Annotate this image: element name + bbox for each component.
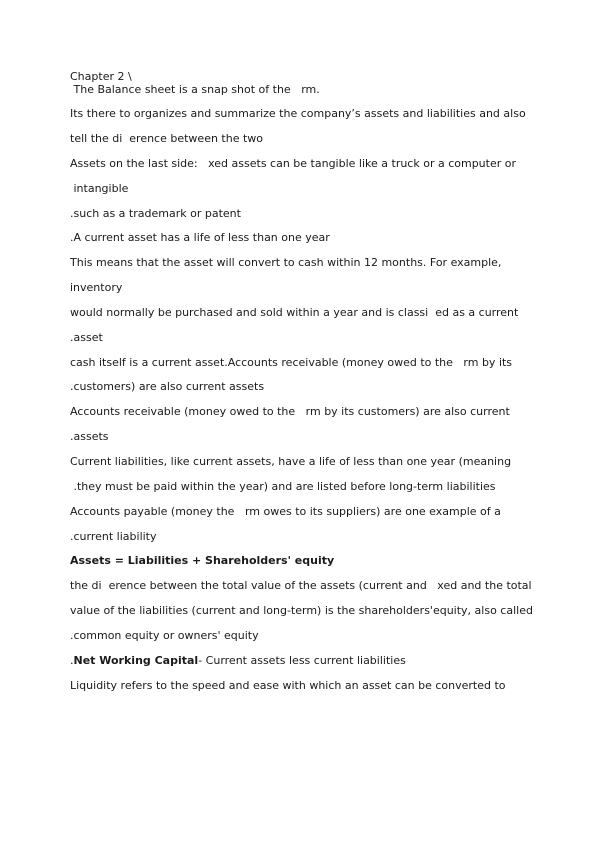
nwc-term: Net Working Capital: [73, 654, 199, 667]
nwc-definition: - Current assets less current liabilities: [198, 654, 406, 667]
text-line: .current liability: [70, 530, 157, 543]
text-line: Accounts payable (money the rm owes to its suppliers) are one example of a: [70, 505, 501, 518]
text-line: The Balance sheet is a snap shot of the rm.: [70, 83, 320, 96]
text-line: .assets: [70, 430, 109, 443]
text-line: .asset: [70, 331, 103, 344]
text-line: Current liabilities, like current assets, have a life of less than one year (meaning: [70, 455, 512, 468]
text-line: cash itself is a current asset.Accounts receivable (money owed to the rm by its: [70, 356, 513, 369]
text-line: value of the liabilities (current and long-term) is the shareholders'equity, also called: [70, 604, 533, 617]
text-line: .customers) are also current assets: [70, 380, 265, 393]
text-line: Assets on the last side: xed assets can be tangible like a truck or a computer or: [70, 157, 517, 170]
text-line: inventory: [70, 281, 123, 294]
net-working-capital-line: [70, 654, 406, 667]
text-line: Accounts receivable (money owed to the rm by its customers) are also current: [70, 405, 510, 418]
text-line: the di erence between the total value of the assets (current and xed and the total: [70, 579, 532, 592]
text-line: .A current asset has a life of less than one year: [70, 231, 330, 244]
text-line: Its there to organizes and summarize the company’s assets and liabilities and also: [70, 107, 526, 120]
text-line: intangible: [70, 182, 129, 195]
text-line: .such as a trademark or patent: [70, 207, 241, 220]
chapter-heading: Chapter 2 \: [70, 70, 132, 83]
text-line: Liquidity refers to the speed and ease with which an asset can be converted to: [70, 679, 506, 692]
text-line: This means that the asset will convert to cash within 12 months. For example,: [70, 256, 502, 269]
text-line: .they must be paid within the year) and are listed before long-term liabilities: [70, 480, 496, 493]
text-line: .common equity or owners' equity: [70, 629, 259, 642]
equation-heading: Assets = Liabilities + Shareholders' equity: [70, 554, 335, 567]
nwc-prefix: .: [70, 654, 74, 667]
text-line: tell the di erence between the two: [70, 132, 264, 145]
text-line: would normally be purchased and sold within a year and is classi ed as a current: [70, 306, 519, 319]
